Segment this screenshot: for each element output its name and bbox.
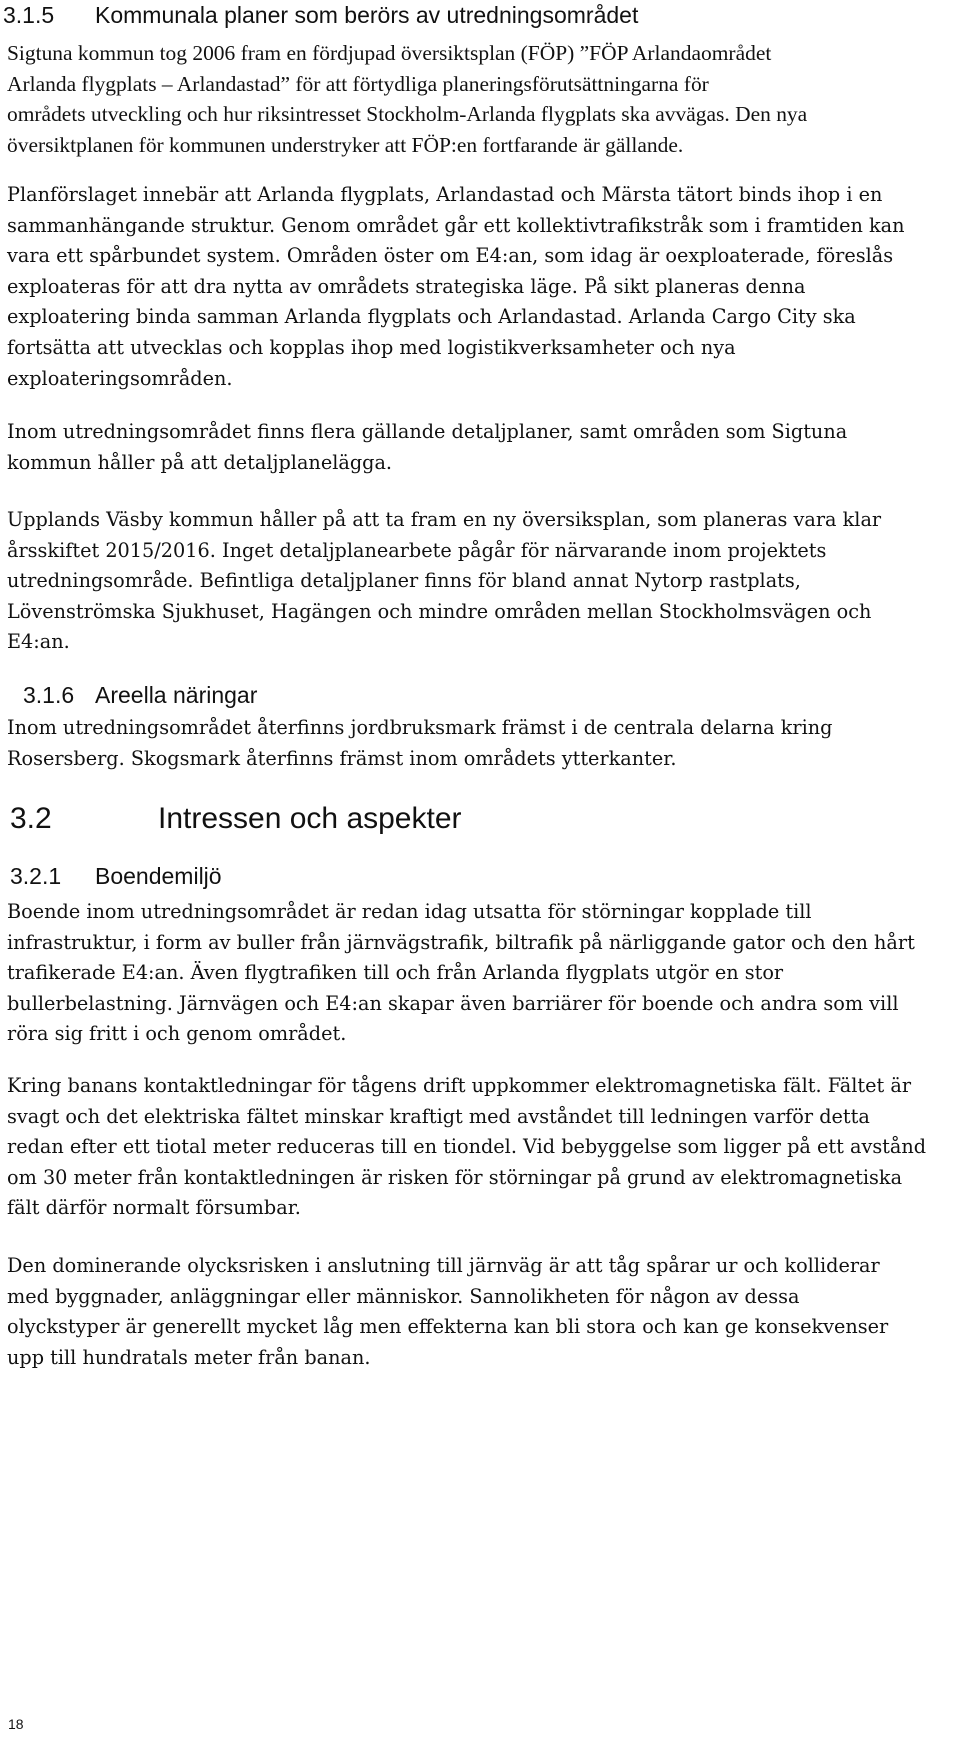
paragraph-s315-2 — [7, 180, 957, 394]
text-line: röra sig fritt i och genom området. — [7, 1022, 347, 1046]
text-line: upp till hundratals meter från banan. — [7, 1345, 371, 1369]
text-line: Lövenströmska Sjukhuset, Hagängen och mindre områden mellan Stockholmsvägen och — [7, 599, 872, 623]
text-line: infrastruktur, i form av buller från järnvägstrafik, biltrafik på närliggande gator och den hårt — [7, 930, 915, 954]
section-heading-3-1-6 — [23, 680, 257, 710]
section-number: 3.2.1 — [10, 863, 62, 889]
section-heading-3-2 — [10, 800, 462, 838]
text-line: exploateringsområden. — [7, 366, 233, 390]
text-line: årsskiftet 2015/2016. Inget detaljplanearbete pågår för närvarande inom projektets — [7, 538, 827, 562]
section-heading-3-1-5 — [3, 0, 638, 30]
text-line: Sigtuna kommun tog 2006 fram en fördjupad översiktsplan (FÖP) ”FÖP Arlandaområdet — [7, 41, 772, 65]
text-line: sammanhängande struktur. Genom området går ett kollektivtrafikstråk som i framtiden kan — [7, 213, 905, 237]
text-line: fält därför normalt försumbar. — [7, 1196, 301, 1220]
section-title: Areella näringar — [95, 682, 258, 708]
text-line: Den dominerande olycksrisken i anslutning till järnväg är att tåg spårar ur och kolliderar — [7, 1254, 880, 1277]
text-line: med byggnader, anläggningar eller människor. Sannolikheten för någon av dessa — [7, 1284, 800, 1308]
text-line: Inom utredningsområdet återfinns jordbruksmark främst i de centrala delarna kring — [7, 716, 833, 739]
text-line: exploateras för att dra nytta av områdets strategiska läge. På sikt planeras denna — [7, 274, 806, 298]
paragraph-s321-3 — [7, 1251, 957, 1373]
paragraph-s321-2 — [7, 1071, 957, 1224]
paragraph-s315-1 — [7, 38, 957, 160]
text-line: kommun håller på att detaljplanelägga. — [7, 450, 393, 474]
section-title: Boendemiljö — [95, 863, 222, 889]
text-line: utredningsområde. Befintliga detaljplaner finns för bland annat Nytorp rastplats, — [7, 569, 801, 593]
paragraph-s315-4 — [7, 505, 957, 658]
text-line: om 30 meter från kontaktledningen är risken för störningar på grund av elektromagnetiska — [7, 1165, 903, 1189]
text-line: Arlanda flygplats – Arlandastad” för att förtydliga planeringsförutsättningarna för — [7, 71, 709, 96]
text-line: svagt och det elektriska fältet minskar kraftigt med avståndet till ledningen varför detta — [7, 1104, 870, 1128]
text-line: Rosersberg. Skogsmark återfinns främst inom områdets ytterkanter. — [7, 746, 677, 770]
text-line: översiktplanen för kommunen understryker att FÖP:en fortfarande är gällande. — [7, 132, 684, 157]
text-line: vara ett spårbundet system. Områden öster om E4:an, som idag är oexploaterade, föreslås — [7, 244, 894, 268]
page-number: 18 — [8, 1716, 24, 1732]
text-line: Inom utredningsområdet finns flera gällande detaljplaner, samt områden som Sigtuna — [7, 420, 848, 443]
section-title: Kommunala planer som berörs av utredningsområdet — [95, 2, 639, 28]
text-line: trafikerade E4:an. Även flygtrafiken till och från Arlanda flygplats utgör en stor — [7, 961, 784, 985]
section-number: 3.1.5 — [3, 2, 55, 28]
paragraph-s316-1 — [7, 713, 957, 774]
text-line: olyckstyper är generellt mycket låg men effekterna kan bli stora och kan ge konsekvenser — [7, 1315, 889, 1339]
text-line: Boende inom utredningsområdet är redan idag utsatta för störningar kopplade till — [7, 900, 812, 923]
text-line: områdets utveckling och hur riksintresset Stockholm-Arlanda flygplats ska avvägas. Den nya — [7, 102, 808, 127]
section-number: 3.2 — [10, 802, 52, 835]
text-line: bullerbelastning. Järnvägen och E4:an skapar även barriärer för boende och andra som vill — [7, 991, 899, 1015]
section-number: 3.1.6 — [23, 682, 75, 708]
section-title: Intressen och aspekter — [158, 802, 462, 835]
text-line: Planförslaget innebär att Arlanda flygplats, Arlandastad och Märsta tätort binds ihop i en — [7, 183, 883, 206]
paragraph-s321-1 — [7, 897, 957, 1050]
text-line: exploatering binda samman Arlanda flygplats och Arlandastad. Arlanda Cargo City ska — [7, 305, 856, 329]
paragraph-s315-3 — [7, 417, 957, 478]
text-line: fortsätta att utvecklas och kopplas ihop med logistikverksamheter och nya — [7, 335, 736, 359]
text-line: Upplands Väsby kommun håller på att ta fram en ny översiksplan, som planeras vara klar — [7, 508, 882, 531]
text-line: redan efter ett tiotal meter reduceras till en tiondel. Vid bebyggelse som ligger på ett avstånd — [7, 1135, 927, 1159]
section-heading-3-2-1 — [10, 861, 222, 891]
text-line: Kring banans kontaktledningar för tågens drift uppkommer elektromagnetiska fält. Fältet är — [7, 1074, 912, 1097]
text-line: E4:an. — [7, 630, 70, 654]
